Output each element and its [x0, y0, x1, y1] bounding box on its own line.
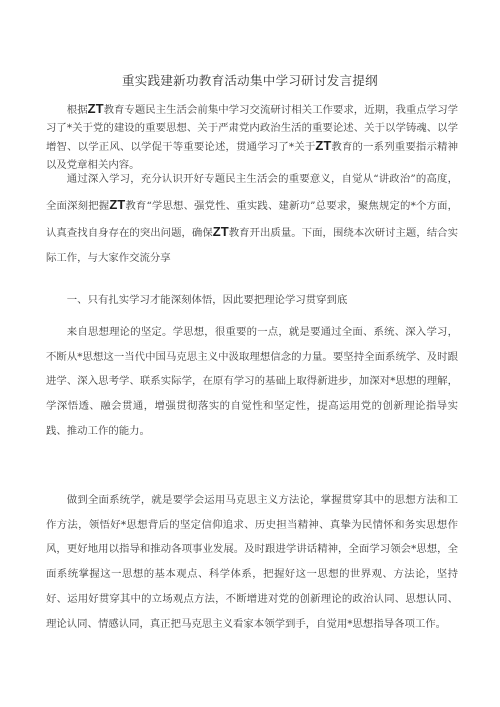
- document-title: 重实践建新功教育活动集中学习研讨发言提纲: [121, 73, 378, 88]
- paragraph-1-text-b: 教育专题民主生活会前集中学习交流研讨相关工作要求，近期，我重点学习学习了*关于党的建设的重要思想、关于严肃党内政治生活的重要论述、关于以学铸魂、以学增智、以学正风、以学促干等重要论述，贯通学习了*关于: [46, 104, 459, 153]
- paragraph-3: 来自思想理论的坚定。学思想，很重要的一点，就是要通过全面、系统、深入学习，不断从*思想这一当代中国马克思主义中汲取理想信念的力量。要坚持全面系统学、及时跟进学、深入思考学、联系实际学，在原有学习的基础上取得新进步，加深对*思想的理解，学深悟透、融会贯通，增强贯彻落实的自觉性和坚定性，提高运用党的创新理论指导实践、推动工作的能力。: [46, 326, 458, 437]
- zt-term: ZT: [315, 138, 332, 153]
- paragraph-1: [46, 100, 458, 174]
- paragraph-2-text-c: 教育开出质量。下面，围绕本次研讨主题，结合实际工作，与大家作交流分享: [46, 227, 458, 264]
- paragraph-2-text-a: 通过深入学习，充分认识开好专题民主生活会的重要意义，自觉从“讲政治”的高度，全面深刻把握: [46, 173, 458, 212]
- paragraph-1-text-c: 教育的一系列重要指示精神以及党章相关内容。: [46, 141, 458, 171]
- zt-term: ZT: [87, 101, 104, 116]
- zt-term: ZT: [109, 197, 126, 212]
- paragraph-1-text-a: 根据: [66, 104, 88, 116]
- section-heading-1: 一、只有扎实学习才能深刻体悟，因此要把理论学习贯穿到底: [66, 294, 348, 306]
- paragraph-2: [46, 167, 458, 271]
- paragraph-2-text-b: 教育“学思想、强党性、重实践、建新功”总要求，聚焦规定的*个方面，认真查找自身存在的突出问题，确保: [46, 200, 459, 239]
- paragraph-4: 做到全面系统学，就是要学会运用马克思主义方法论，掌握贯穿其中的思想方法和工作方法，领悟好*思想背后的坚定信仰追求、历史担当精神、真挚为民情怀和务实思想作风，更好地用以指导和推动各项事业发展。及时跟进学讲话精神，全面学习领会*思想，全面系统掌握这一思想的基本观点、科学体系，把握好这一思想的世界观、方法论，坚持好、运用好贯穿其中的立场观点方法，不断增进对党的创新理论的政治认同、思想认同、理论认同、情感认同，真正把马克思主义看家本领学到手，自觉用*思想指导各项工作。: [46, 494, 458, 630]
- zt-term: ZT: [212, 224, 229, 239]
